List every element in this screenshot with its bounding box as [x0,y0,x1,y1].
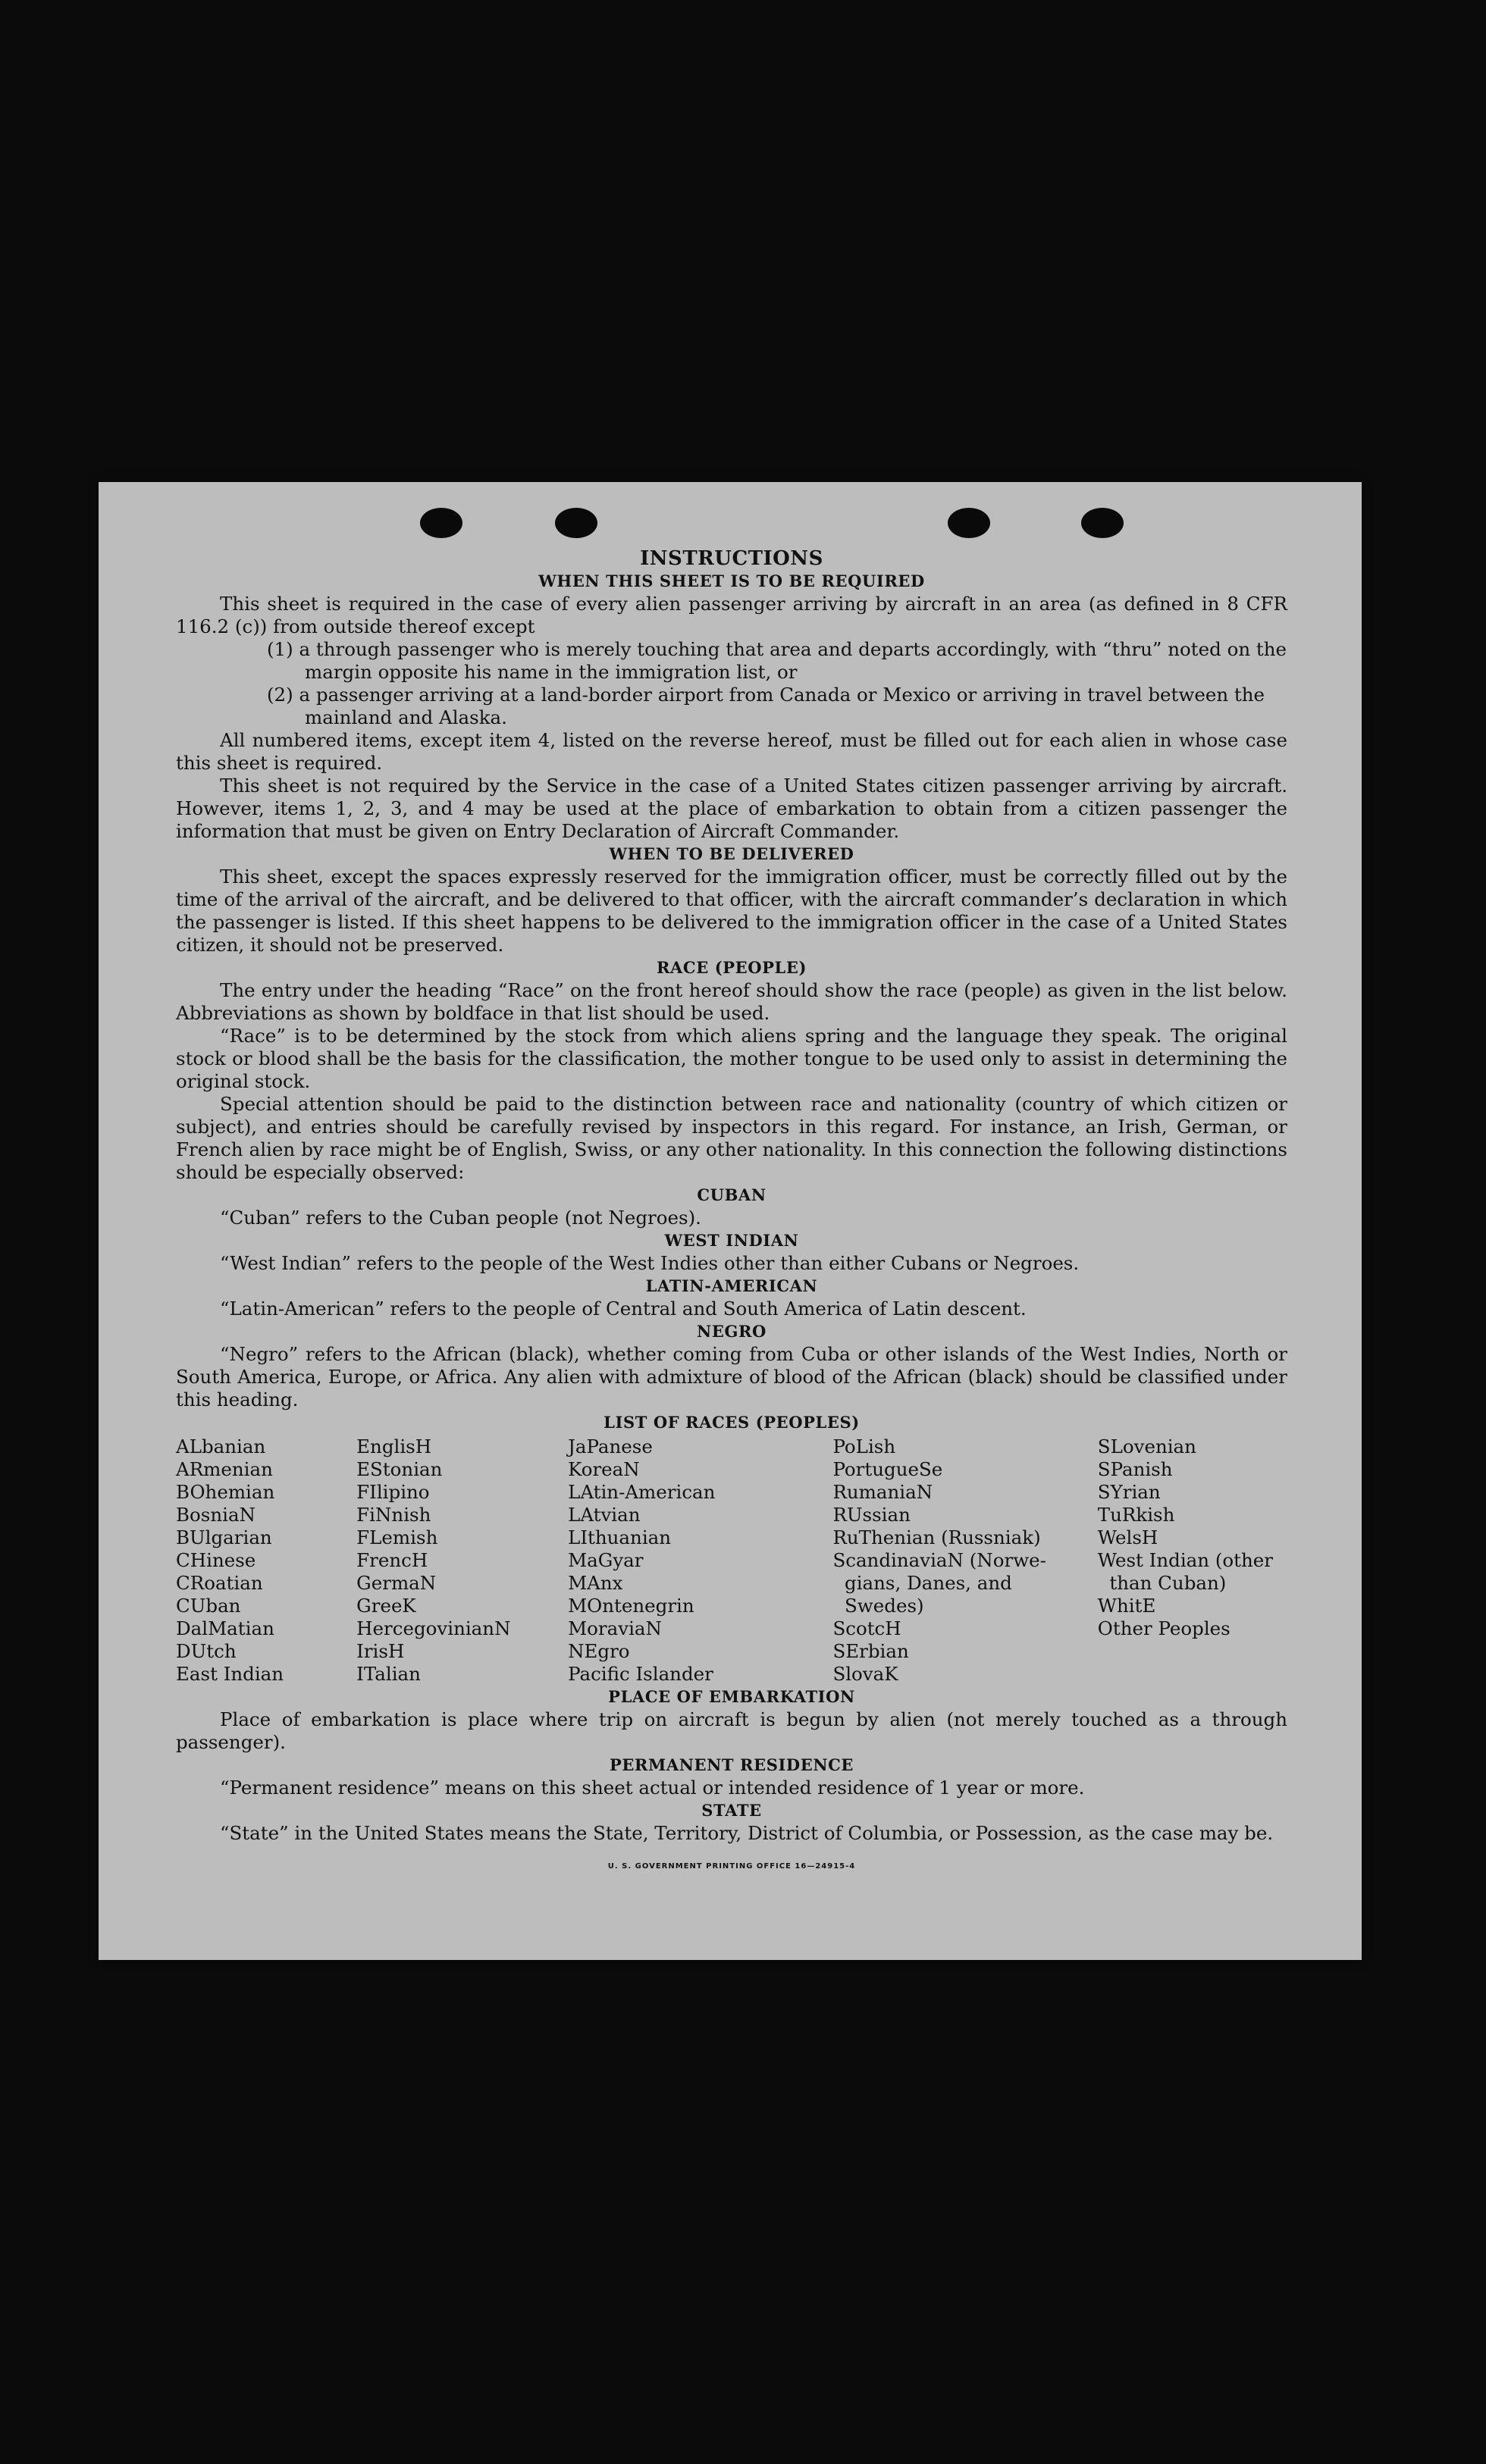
race-entry: WelsH [1097,1526,1158,1548]
race-entry: MAnx [568,1572,623,1594]
race-entry: ScandinaviaN (Norwe- [832,1549,1046,1571]
race-entry: LIthuanian [568,1526,672,1548]
paragraph: All numbered items, except item 4, listed on the reverse hereof, must be filled out for each alien in whose case this sheet is required. [176,729,1287,774]
race-entry: EnglisH [356,1436,432,1457]
race-list-heading: LIST OF RACES (PEOPLES) [603,1413,860,1432]
paragraph: “Permanent residence” means on this sheet actual or intended residence of 1 year or more. [220,1777,1085,1799]
section-heading: WEST INDIAN [664,1231,799,1250]
paragraph: “West Indian” refers to the people of the West Indies other than either Cubans or Negroes. [220,1252,1080,1274]
paragraph: “Latin-American” refers to the people of Central and South America of Latin descent. [220,1298,1027,1320]
race-entry: Pacific Islander [568,1663,713,1685]
race-entry: CHinese [176,1549,256,1571]
section-heading: WHEN TO BE DELIVERED [609,844,854,863]
race-entry: GreeK [356,1595,416,1617]
punch-hole [1081,508,1124,538]
section-heading: PLACE OF EMBARKATION [608,1687,855,1706]
race-entry: DUtch [176,1640,237,1662]
race-entry: MOntenegrin [568,1595,694,1617]
race-entry: BOhemian [176,1481,275,1503]
race-entry: RumaniaN [832,1481,933,1503]
race-entry: BosniaN [176,1504,256,1526]
race-entry: GermaN [356,1572,437,1594]
paragraph: The entry under the heading “Race” on the front hereof should show the race (people) as given in the list below. Abbreviations as shown by boldface in that list should be used. [176,979,1287,1024]
race-entry: LAtin-American [568,1481,716,1503]
race-column [356,1436,568,1686]
race-entry: KoreaN [568,1458,640,1480]
race-entry: gians, Danes, and [832,1572,1012,1594]
race-entry: BUlgarian [176,1526,272,1548]
sheet-content [176,547,1287,1878]
list-item: (1) a through passenger who is merely touching that area and departs accordingly, with “thru” noted on the margin opposite his name in the immigration list, or [267,638,1287,683]
race-entry: RuThenian (Russniak) [832,1526,1041,1548]
punch-hole [420,508,462,538]
paragraph: “Race” is to be determined by the stock from which aliens spring and the language they speak. The original stock or blood shall be the basis for the classification, the mother tongue to be used only to assist in determining the original stock. [176,1025,1287,1092]
section-heading: NEGRO [697,1322,767,1341]
race-entry: than Cuban) [1097,1572,1227,1594]
printer-imprint: U. S. GOVERNMENT PRINTING OFFICE 16—24915-4 [607,1862,856,1871]
race-entry: LAtvian [568,1504,641,1526]
instruction-sheet [99,482,1362,1960]
section-heading: STATE [701,1801,762,1820]
race-list [176,1436,1287,1686]
race-entry: PortugueSe [832,1458,943,1480]
race-entry: CRoatian [176,1572,263,1594]
race-entry: JaPanese [568,1436,653,1457]
race-entry: DalMatian [176,1617,274,1639]
list-item: (2) a passenger arriving at a land-border airport from Canada or Mexico or arriving in travel between the mainland and Alaska. [267,684,1265,728]
race-entry: MoraviaN [568,1617,662,1639]
section-heading: LATIN-AMERICAN [645,1276,818,1295]
race-entry: CUban [176,1595,241,1617]
race-entry: HercegovinianN [356,1617,511,1639]
race-entry: MaGyar [568,1549,644,1571]
section-heading: RACE (PEOPLE) [656,958,807,977]
punch-hole [948,508,990,538]
paragraph: This sheet is not required by the Service in the case of a United States citizen passenger arriving by aircraft. However, items 1, 2, 3, and 4 may be used at the place of embarkation to obtain from a citizen passenger the information that must be given on Entry Declaration of Aircraft Commander. [176,775,1287,842]
race-entry: IrisH [356,1640,405,1662]
race-entry: SPanish [1097,1458,1173,1480]
race-entry: RUssian [832,1504,911,1526]
race-entry: FrencH [356,1549,428,1571]
punch-hole [555,508,597,538]
race-entry: ALbanian [176,1436,266,1457]
section-heading: PERMANENT RESIDENCE [609,1755,854,1774]
race-entry: ScotcH [832,1617,901,1639]
race-entry: East Indian [176,1663,284,1685]
race-entry: FIlipino [356,1481,430,1503]
race-entry: TuRkish [1097,1504,1175,1526]
paragraph: “Negro” refers to the African (black), whether coming from Cuba or other islands of the West Indies, North or South America, Europe, or Africa. Any alien with admixture of blood of the African (black) should be classified under this heading. [176,1343,1287,1410]
race-entry: FiNnish [356,1504,431,1526]
race-entry: PoLish [832,1436,896,1457]
race-entry: West Indian (other [1097,1549,1273,1571]
race-entry: NEgro [568,1640,630,1662]
section-heading: CUBAN [697,1185,767,1204]
paragraph: This sheet, except the spaces expressly reserved for the immigration officer, must be correctly filled out by the time of the arrival of the aircraft, and be delivered to that officer, with the aircraft commander’s declaration in which the passenger is listed. If this sheet happens to be delivered to the immigration officer in the case of a United States citizen, it should not be preserved. [176,866,1287,956]
race-entry: FLemish [356,1526,438,1548]
race-entry: SLovenian [1097,1436,1196,1457]
race-entry: SErbian [832,1640,909,1662]
race-column [1098,1436,1287,1686]
paragraph: Special attention should be paid to the distinction between race and nationality (country of which citizen or subject), and entries should be carefully revised by inspectors in this regard. For instance, an Irish, German, or French alien by race might be of English, Swiss, or any other nationality. In this connection the following distinctions should be especially observed: [176,1093,1287,1183]
race-entry: Other Peoples [1097,1617,1230,1639]
paragraph: Place of embarkation is place where trip on aircraft is begun by alien (not merely touched as a through passenger). [176,1708,1287,1753]
race-entry: WhitE [1097,1595,1156,1617]
section-heading: WHEN THIS SHEET IS TO BE REQUIRED [538,571,925,590]
paragraph: “State” in the United States means the State, Territory, District of Columbia, or Possession, as the case may be. [220,1822,1274,1844]
race-entry: SlovaK [832,1663,898,1685]
race-entry: SYrian [1097,1481,1161,1503]
paragraph: This sheet is required in the case of every alien passenger arriving by aircraft in an area (as defined in 8 CFR 116.2 (c)) from outside thereof except [176,593,1287,637]
race-column [568,1436,832,1686]
race-column [832,1436,1097,1686]
race-entry: Swedes) [832,1595,924,1617]
paragraph: “Cuban” refers to the Cuban people (not Negroes). [220,1207,701,1229]
page-title: INSTRUCTIONS [640,547,823,570]
race-entry: ARmenian [176,1458,273,1480]
race-entry: ITalian [356,1663,421,1685]
race-entry: EStonian [356,1458,443,1480]
race-column [176,1436,356,1686]
